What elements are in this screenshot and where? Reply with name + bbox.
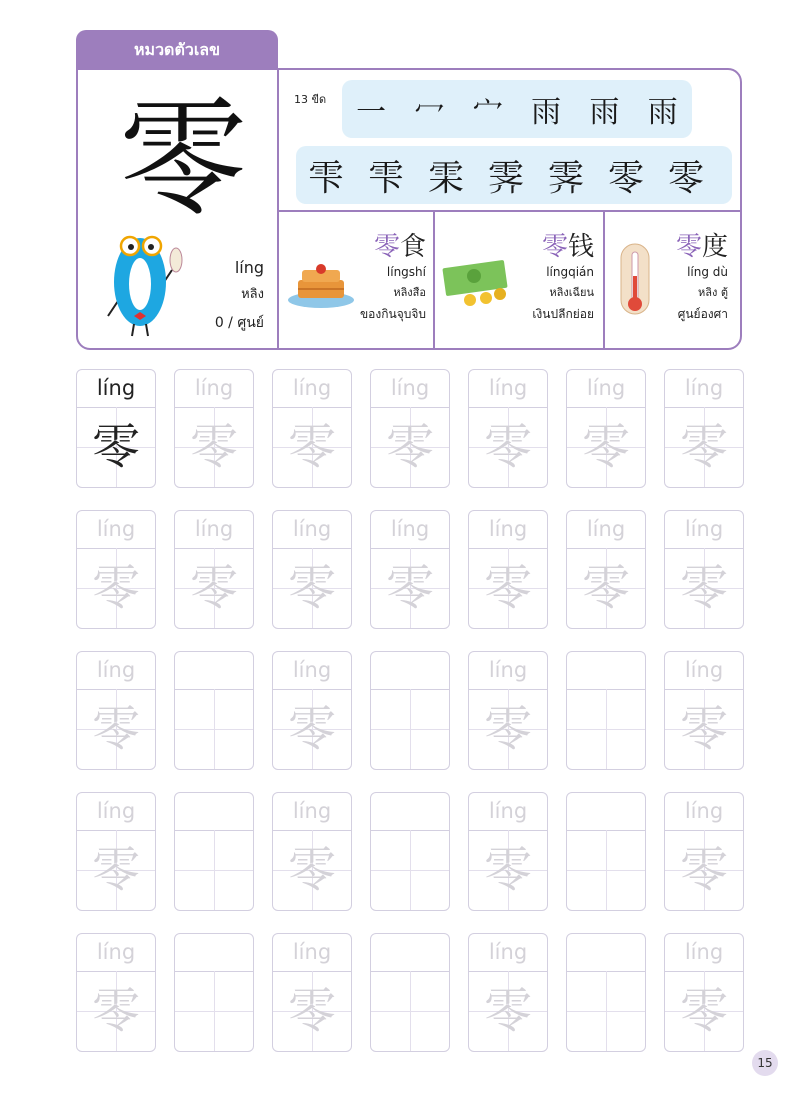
practice-cell[interactable] <box>76 510 156 629</box>
practice-cell[interactable] <box>468 510 548 629</box>
word-card-3 <box>648 232 728 324</box>
practice-hanzi: 零 <box>679 842 728 898</box>
practice-hanzi: 零 <box>91 842 140 898</box>
word-meaning: ศูนย์องศา <box>677 307 728 321</box>
practice-pinyin: líng <box>371 511 449 549</box>
practice-pinyin: líng <box>77 793 155 831</box>
practice-hanzi: 零 <box>189 419 238 475</box>
practice-cell[interactable] <box>272 933 352 1052</box>
practice-cell[interactable] <box>272 510 352 629</box>
word-pinyin: língshí <box>386 265 426 279</box>
stroke-step: 雨 <box>531 95 562 130</box>
practice-pinyin: líng <box>371 370 449 408</box>
practice-pinyin: líng <box>469 511 547 549</box>
character-card <box>76 68 742 350</box>
practice-hanzi: 零 <box>385 419 434 475</box>
practice-cell[interactable] <box>272 792 352 911</box>
practice-pinyin <box>175 793 253 831</box>
word-pinyin: líng dù <box>687 265 728 279</box>
stroke-step: 一 <box>356 95 387 130</box>
practice-pinyin <box>371 652 449 690</box>
zero-mascot-icon <box>100 228 190 338</box>
divider <box>603 210 605 350</box>
practice-cell[interactable] <box>468 933 548 1052</box>
word-thai-reading: หลิงเฉียน <box>549 286 594 299</box>
practice-hanzi: 零 <box>91 701 140 757</box>
stroke-order-row-1 <box>342 80 692 138</box>
practice-cell[interactable] <box>76 933 156 1052</box>
practice-cell[interactable] <box>370 369 450 488</box>
practice-cell[interactable] <box>566 510 646 629</box>
practice-cell[interactable] <box>664 510 744 629</box>
main-thai-reading: หลิง <box>241 287 264 302</box>
practice-cell[interactable] <box>370 510 450 629</box>
practice-pinyin: líng <box>77 370 155 408</box>
practice-pinyin: líng <box>665 793 743 831</box>
guide-line <box>371 1011 449 1012</box>
word-hanzi: 零食 <box>373 232 426 262</box>
practice-pinyin: líng <box>567 370 645 408</box>
thermometer-icon <box>618 242 652 322</box>
divider <box>277 210 742 212</box>
practice-hanzi: 零 <box>287 701 336 757</box>
practice-cell[interactable] <box>76 651 156 770</box>
stroke-step: 雫 <box>307 157 344 199</box>
practice-pinyin: líng <box>665 652 743 690</box>
practice-hanzi: 零 <box>483 419 532 475</box>
practice-pinyin: líng <box>273 934 351 972</box>
practice-hanzi: 零 <box>287 419 336 475</box>
practice-hanzi: 零 <box>581 560 630 616</box>
guide-line <box>371 729 449 730</box>
practice-hanzi: 零 <box>287 560 336 616</box>
word-thai-reading: หลิง ตู้ <box>697 286 728 299</box>
practice-pinyin: líng <box>273 652 351 690</box>
practice-pinyin: líng <box>175 511 253 549</box>
stroke-step: 霁 <box>487 157 524 199</box>
practice-pinyin: líng <box>665 511 743 549</box>
practice-pinyin <box>371 934 449 972</box>
stroke-step: 冖 <box>414 95 445 130</box>
practice-cell[interactable] <box>272 369 352 488</box>
practice-cell[interactable] <box>76 792 156 911</box>
practice-pinyin: líng <box>665 934 743 972</box>
practice-pinyin: líng <box>273 511 351 549</box>
stroke-step: 雫 <box>367 157 404 199</box>
stroke-step: 零 <box>607 157 644 199</box>
stroke-count: 13 ขีด <box>294 93 327 106</box>
category-tab-label: หมวดตัวเลข <box>133 39 221 59</box>
main-info <box>198 258 264 334</box>
practice-pinyin: líng <box>469 652 547 690</box>
stroke-order-row-2 <box>296 146 732 204</box>
practice-pinyin: líng <box>469 934 547 972</box>
practice-hanzi: 零 <box>483 983 532 1039</box>
page-number-label: 15 <box>757 1056 773 1070</box>
practice-cell-blank[interactable] <box>370 651 450 770</box>
stroke-step: 零 <box>667 157 704 199</box>
practice-hanzi: 零 <box>91 560 140 616</box>
stroke-step: 宀 <box>472 95 503 130</box>
word-card-2 <box>498 232 594 324</box>
practice-pinyin: líng <box>665 370 743 408</box>
divider <box>433 210 435 350</box>
main-character: 零 <box>118 85 247 234</box>
practice-cell[interactable] <box>664 933 744 1052</box>
guide-line <box>175 870 253 871</box>
practice-pinyin: líng <box>273 370 351 408</box>
practice-pinyin: líng <box>175 370 253 408</box>
practice-pinyin <box>371 793 449 831</box>
practice-hanzi: 零 <box>91 419 140 475</box>
guide-line <box>175 729 253 730</box>
stroke-step: 雨 <box>647 95 678 130</box>
stroke-step: 霁 <box>547 157 584 199</box>
practice-cell-blank[interactable] <box>174 792 254 911</box>
guide-line <box>567 1011 645 1012</box>
practice-hanzi: 零 <box>483 842 532 898</box>
word-hanzi: 零度 <box>675 232 728 262</box>
guide-line <box>567 870 645 871</box>
practice-hanzi: 零 <box>679 560 728 616</box>
word-meaning: ของกินจุบจิบ <box>359 307 426 321</box>
practice-cell-blank[interactable] <box>174 933 254 1052</box>
practice-hanzi: 零 <box>483 701 532 757</box>
practice-cell[interactable] <box>664 651 744 770</box>
practice-cell[interactable] <box>272 651 352 770</box>
practice-cell[interactable] <box>174 369 254 488</box>
practice-pinyin: líng <box>77 934 155 972</box>
word-hanzi: 零钱 <box>541 232 594 262</box>
stroke-step: 雨 <box>589 95 620 130</box>
practice-cell[interactable] <box>468 369 548 488</box>
practice-pinyin <box>175 652 253 690</box>
practice-pinyin <box>567 793 645 831</box>
guide-line <box>371 870 449 871</box>
word-pinyin: língqián <box>546 265 594 279</box>
practice-hanzi: 零 <box>679 419 728 475</box>
stroke-step: 雬 <box>427 157 464 199</box>
practice-cell-blank[interactable] <box>566 933 646 1052</box>
practice-cell[interactable] <box>76 369 156 488</box>
practice-pinyin <box>567 934 645 972</box>
word-meaning: เงินปลีกย่อย <box>532 307 594 321</box>
practice-pinyin: líng <box>469 370 547 408</box>
guide-line <box>175 1011 253 1012</box>
practice-cell-blank[interactable] <box>566 792 646 911</box>
practice-cell[interactable] <box>174 510 254 629</box>
practice-pinyin <box>567 652 645 690</box>
practice-hanzi: 零 <box>581 419 630 475</box>
word-thai-reading: หลิงสือ <box>393 286 426 299</box>
guide-line <box>567 729 645 730</box>
practice-cell[interactable] <box>664 792 744 911</box>
practice-hanzi: 零 <box>287 983 336 1039</box>
practice-hanzi: 零 <box>189 560 238 616</box>
practice-pinyin: líng <box>77 511 155 549</box>
practice-cell-blank[interactable] <box>370 933 450 1052</box>
category-tab <box>76 30 278 70</box>
page-number <box>752 1050 778 1076</box>
practice-hanzi: 零 <box>679 983 728 1039</box>
practice-hanzi: 零 <box>385 560 434 616</box>
practice-pinyin: líng <box>273 793 351 831</box>
practice-pinyin <box>175 934 253 972</box>
practice-pinyin: líng <box>77 652 155 690</box>
practice-pinyin: líng <box>469 793 547 831</box>
practice-cell[interactable] <box>566 369 646 488</box>
practice-cell[interactable] <box>468 651 548 770</box>
practice-hanzi: 零 <box>483 560 532 616</box>
practice-cell-blank[interactable] <box>174 651 254 770</box>
practice-cell[interactable] <box>468 792 548 911</box>
main-meaning: 0 / ศูนย์ <box>214 315 264 331</box>
practice-hanzi: 零 <box>287 842 336 898</box>
word-card-1 <box>340 232 426 324</box>
practice-hanzi: 零 <box>91 983 140 1039</box>
practice-pinyin: líng <box>567 511 645 549</box>
practice-hanzi: 零 <box>679 701 728 757</box>
main-pinyin: líng <box>234 258 264 277</box>
practice-cell-blank[interactable] <box>566 651 646 770</box>
practice-cell-blank[interactable] <box>370 792 450 911</box>
practice-cell[interactable] <box>664 369 744 488</box>
